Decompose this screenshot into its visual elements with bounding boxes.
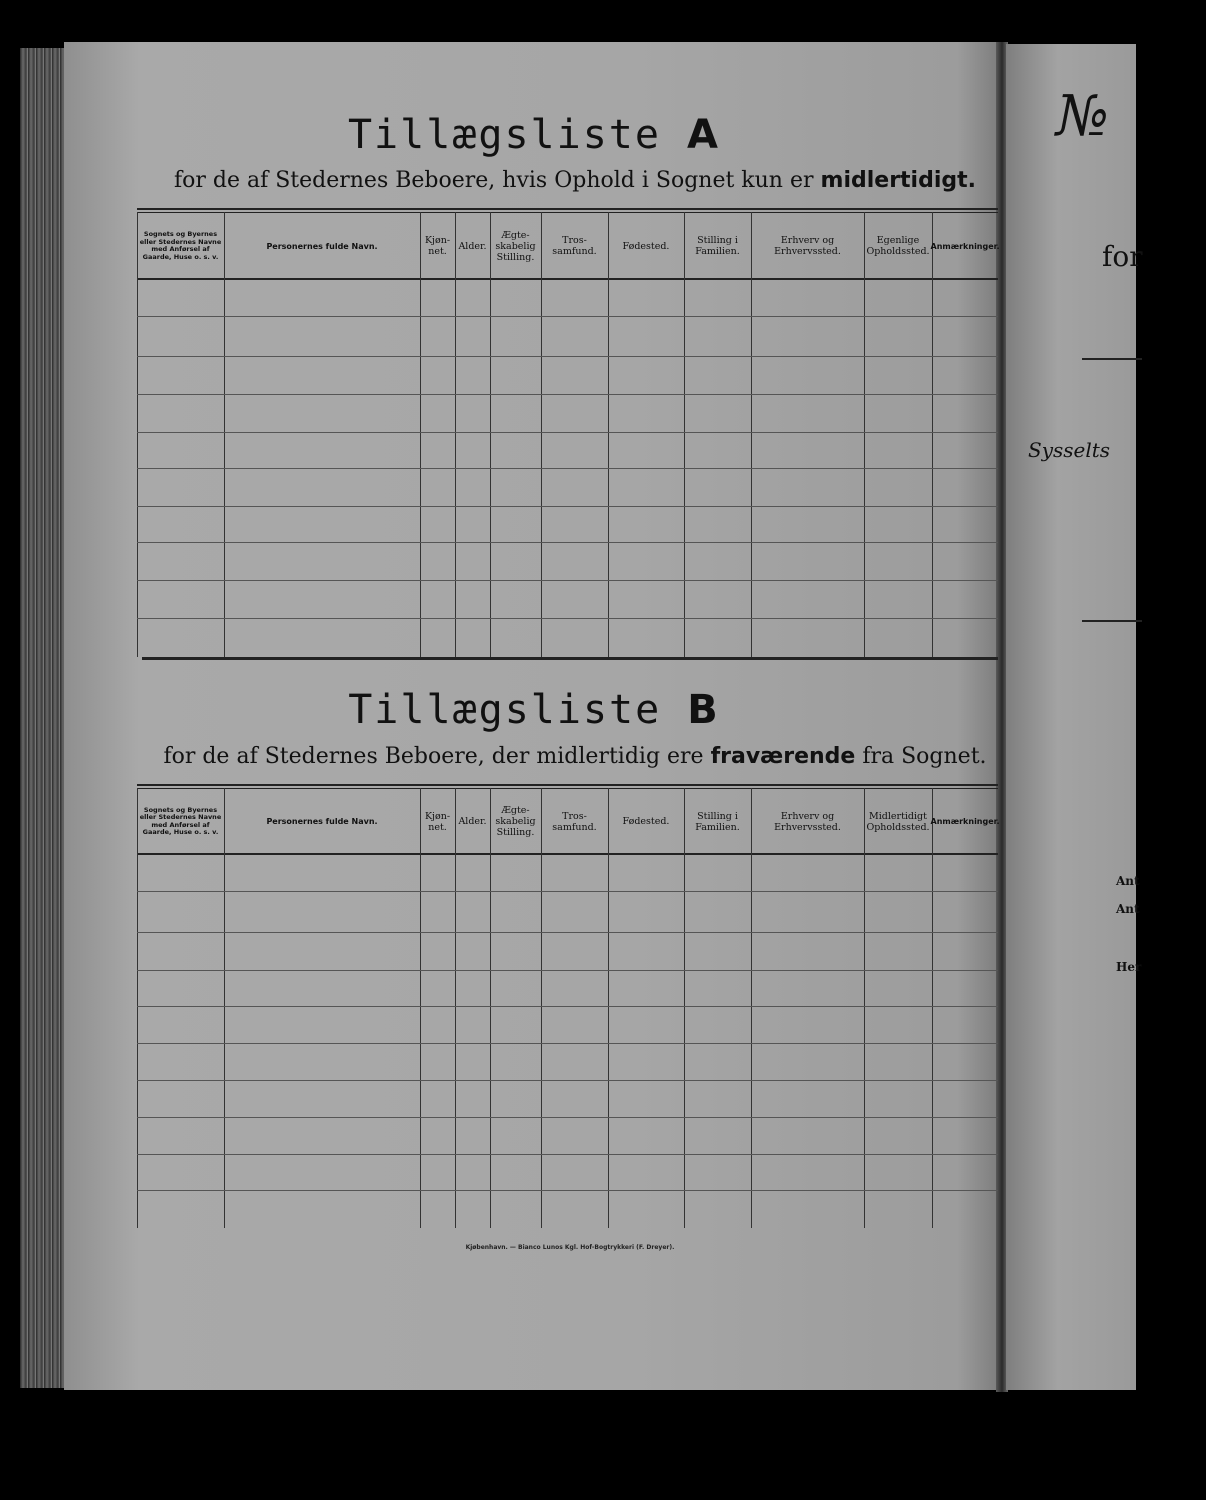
list_b-row-line [137,891,998,892]
list_a-top-rule [137,208,998,210]
list_a-row-line [137,432,998,433]
list_a-col-divider [224,212,225,657]
list_a-column-header: Personernes fulde Navn. [266,241,378,251]
right-page-for: for [1102,240,1143,273]
list_b-column-header: Midlertidigt Opholdssted. [866,810,930,833]
list_b-column-header: Kjøn-net. [424,810,451,833]
list_b-header-rule [137,853,998,855]
list_a-col-divider [420,212,421,657]
list-b-title [64,687,1004,733]
list_a-column-header: Egenlige Opholdssted. [866,235,930,257]
list-b-subtitle-end: fra Sognet. [862,744,987,769]
list_b-column-header: Anmærkninger. [930,817,1000,826]
list-a-title-word: Tillægsliste [347,112,661,158]
list_b-row-line [137,970,998,971]
list_a-row-line [137,506,998,507]
list_b-row-line [137,1154,998,1155]
list-a-title-letter: A [687,112,721,158]
list_b-column-header: Ægte-skabelig Stilling. [495,805,536,838]
list_a-col-divider [751,212,752,657]
right-page-label-2: Ant [1116,902,1140,916]
right-page [1006,44,1143,1390]
list_a-column-header: Stilling i Familien. [695,235,740,257]
right-page-label-1: Ant [1116,874,1140,888]
list-a-subtitle [150,168,1000,193]
list_a-column-header: Alder. [458,240,487,252]
list_a-bottom-rule [142,657,998,660]
list_b-col-divider [932,788,933,1228]
list_a-col-divider [137,212,138,657]
list_b-col-divider [684,788,685,1228]
list_a-column-header: Fødested. [622,240,670,252]
list_a-col-divider [490,212,491,657]
list-b-subtitle-plain: for de af Stedernes Beboere, der midlertidig ere [163,744,704,769]
list_a-row-line [137,468,998,469]
list_a-row-line [137,356,998,357]
list-b-title-letter: B [687,687,720,733]
list_b-row-line [137,1190,998,1191]
list_a-col-divider [684,212,685,657]
list_b-row-line [137,1080,998,1081]
list_b-column-header: Tros-samfund. [552,810,597,833]
list_b-column-header: Fødested. [622,816,670,827]
right-page-handwriting: Sysselts [1028,438,1111,462]
list-a-title [64,112,1004,158]
list_b-col-divider [751,788,752,1228]
list_b-column-header: Stilling i Familien. [695,810,740,833]
list_a-top-rule-thin [137,212,998,213]
list_b-row-line [137,1043,998,1044]
right-page-rule-2 [1082,620,1142,622]
list_b-column-header: Personernes fulde Navn. [266,817,378,826]
list_a-header-rule [137,278,998,280]
list_b-top-rule-thin [137,788,998,789]
list_b-top-rule [137,784,998,786]
list_a-row-line [137,542,998,543]
list_a-col-divider [864,212,865,657]
list_a-row-line [137,618,998,619]
list_a-row-line [137,394,998,395]
list_a-row-line [137,580,998,581]
right-page-number-mark: № [1056,84,1109,149]
list-a-subtitle-plain: for de af Stedernes Beboere, hvis Ophold i Sognet kun er [173,168,814,193]
list_b-column-header: Sognets og Byernes eller Stedernes Navne med Anførsel af Gaarde, Huse o. s. v. [139,805,222,836]
list_b-row-line [137,1006,998,1007]
list_a-column-header: Sognets og Byernes eller Stedernes Navne med Anførsel af Gaarde, Huse o. s. v. [139,230,222,261]
list_b-col-divider [608,788,609,1228]
list_b-col-divider [420,788,421,1228]
list_b-col-divider [541,788,542,1228]
list_b-col-divider [490,788,491,1228]
right-page-label-3: Her [1116,960,1142,974]
list_b-column-header: Alder. [458,816,487,827]
list-a-subtitle-bold: midlertidigt. [820,168,977,193]
list-b-subtitle [150,744,1000,769]
list_a-column-header: Kjøn-net. [424,235,451,257]
list-b-subtitle-bold: fraværende [710,744,856,769]
list_b-col-divider [224,788,225,1228]
list_a-column-header: Tros-samfund. [552,235,597,257]
list_a-column-header: Ægte-skabelig Stilling. [495,229,536,263]
printer-imprint: Kjøbenhavn. — Bianco Lunos Kgl. Hof-Bogtrykkeri (F. Dreyer). [465,1244,675,1251]
right-page-rule-1 [1082,358,1142,360]
list_b-row-line [137,1117,998,1118]
list_b-row-line [137,932,998,933]
list-b-title-word: Tillægsliste [348,687,662,733]
list_a-col-divider [455,212,456,657]
list_b-column-header: Erhverv og Erhvervssted. [774,810,841,833]
list_a-col-divider [541,212,542,657]
list_a-row-line [137,316,998,317]
list_a-column-header: Anmærkninger. [930,241,1000,251]
list_a-col-divider [932,212,933,657]
list_a-column-header: Erhverv og Erhvervssted. [774,235,841,257]
list_a-col-divider [608,212,609,657]
list_b-col-divider [455,788,456,1228]
list_b-col-divider [864,788,865,1228]
list_b-col-divider [137,788,138,1228]
